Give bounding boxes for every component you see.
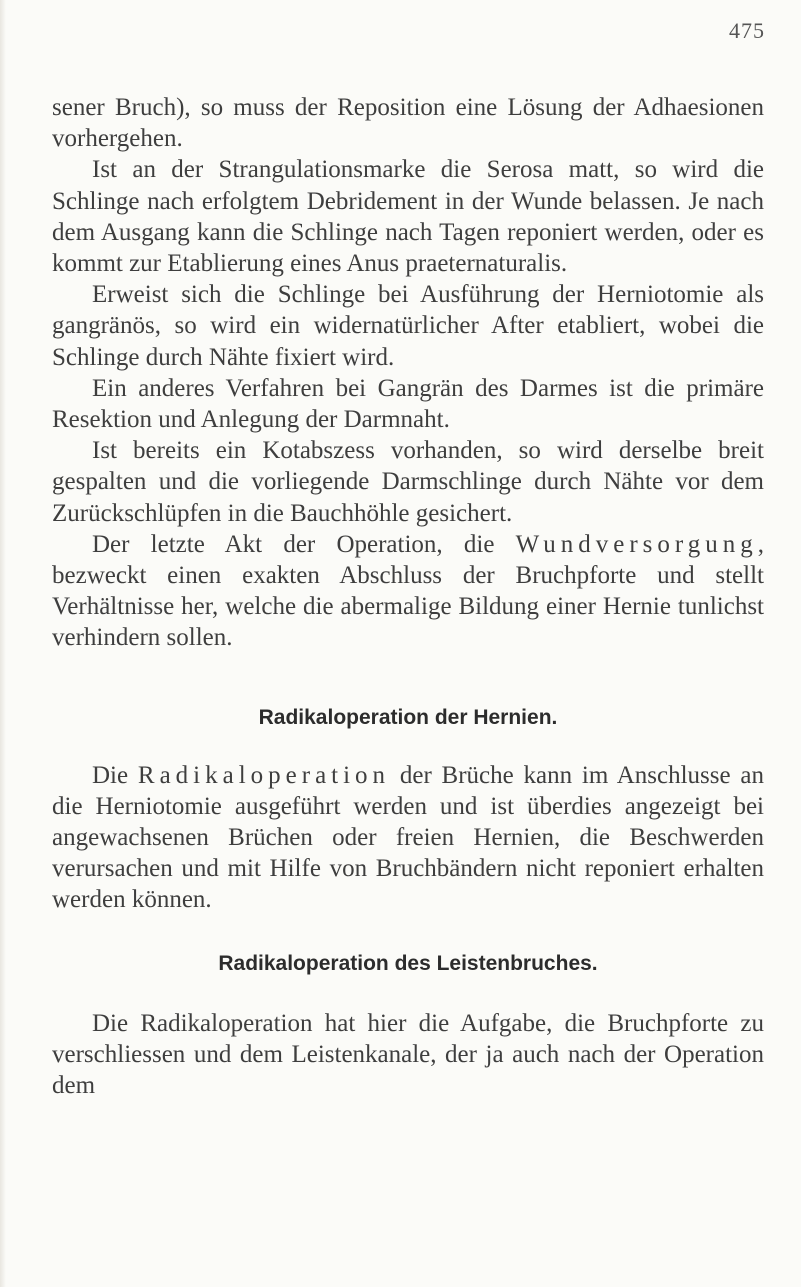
paragraph-2: Ist an der Strangulationsmarke die Serosa matt, so wird die Schlinge nach erfolgtem Debridement in der Wunde belassen. Je nach dem Ausgang kann die Schlinge nach Tagen reponiert werden, oder es kommt zur Etablierung eines Anus praeternaturalis. bbox=[52, 156, 764, 278]
paragraph-5: Ist bereits ein Kotabszess vorhanden, so wird derselbe breit gespalten und die vorliegende Darmschlinge durch Nähte vor dem Zurückschlüpfen in die Bauchhöhle gesichert. bbox=[52, 437, 764, 527]
paragraph-3: Erweist sich die Schlinge bei Ausführung der Herniotomie als gangränös, so wird ein widernatürlicher After etabliert, wobei die Schlinge durch Nähte fixiert wird. bbox=[52, 281, 764, 371]
text-run: , bezweckt einen exakten Abschluss der Bruchpforte und stellt Verhältnisse her, welche die abermalige Bildung einer Hernie tunlichst verhindern sollen. bbox=[52, 530, 764, 652]
text-run: Der letzte Akt der Operation, die bbox=[92, 530, 516, 558]
paragraph-last: Die Radikaloperation hat hier die Aufgabe, die Bruchpforte zu verschliessen und dem Leistenkanale, der ja auch nach der Operation dem bbox=[52, 1009, 764, 1100]
paragraph-4: Ein anderes Verfahren bei Gangrän des Darmes ist die primäre Resektion und Anlegung der Darmnaht. bbox=[52, 374, 764, 434]
text-run: der Brüche kann im Anschlusse an die Herniotomie ausgeführt werden und ist überdies angezeigt bei angewachsenen Brüchen oder freien Hernien, die Beschwerden verursachen und mit Hilfe von Bruchbändern nicht reponiert erhalten werden können. bbox=[52, 761, 764, 914]
page-body bbox=[52, 92, 764, 1101]
text-run: Die bbox=[92, 761, 138, 789]
emphasized-term: Radikaloperation bbox=[137, 761, 391, 789]
subsection-heading: Radikaloperation des Leistenbruches. bbox=[218, 951, 598, 975]
section-heading: Radikaloperation der Hernien. bbox=[258, 705, 558, 729]
page-fold-shadow bbox=[0, 0, 6, 1287]
paragraph-wundversorgung bbox=[52, 529, 764, 654]
emphasized-term: Wundversorgung bbox=[515, 530, 758, 558]
paragraph-1: sener Bruch), so muss der Reposition eine Lösung der Adhaesionen vorhergehen. bbox=[52, 94, 764, 153]
page-number: 475 bbox=[729, 18, 765, 43]
paragraph-radikaloperation bbox=[52, 760, 764, 916]
